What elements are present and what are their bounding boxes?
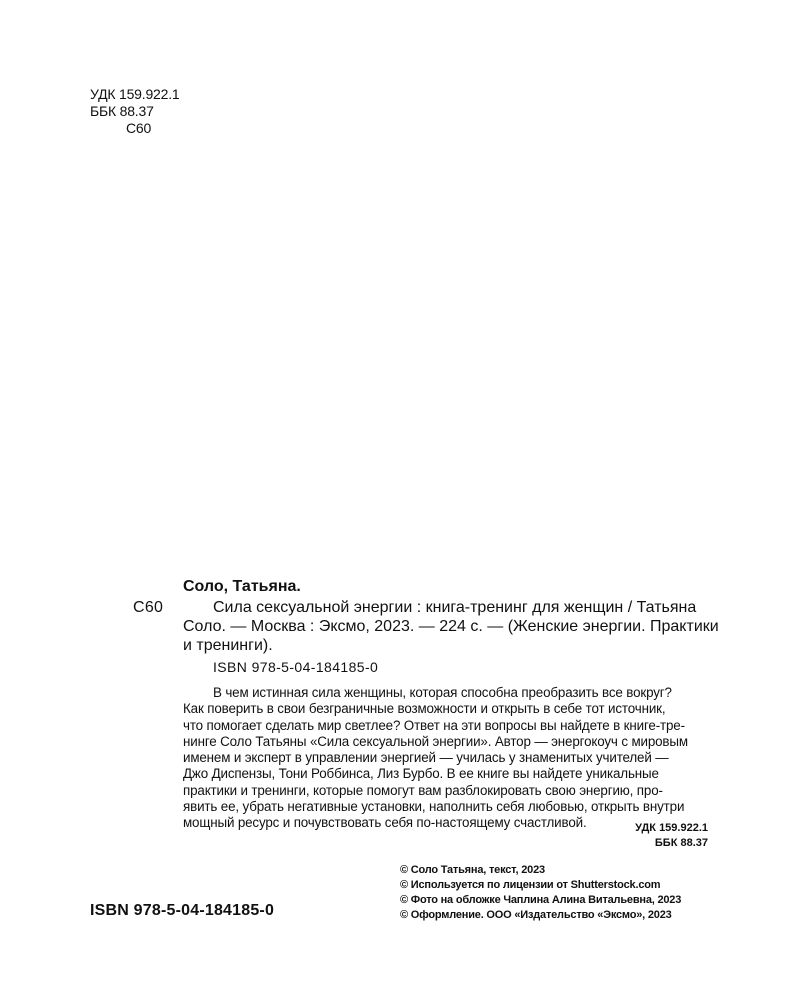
udk-code: УДК 159.922.1: [90, 86, 180, 102]
abstract-line: В чем истинная сила женщины, которая способна преобразить все вокруг?: [213, 685, 672, 700]
copyright-line: © Используется по лицензии от Shutterstock.com: [400, 879, 661, 891]
abstract-line: Джо Диспензы, Тони Роббинса, Лиз Бурбо. В ее книге вы найдете уникальные: [183, 766, 659, 782]
abstract-line: практики и тренинги, которые помогут вам разблокировать свою энергию, про-: [183, 782, 663, 798]
udk-code-bottom: УДК 159.922.1: [635, 822, 708, 834]
copyright-block: [400, 863, 681, 923]
record-description: [183, 598, 719, 655]
record-author-sign: С60: [133, 599, 164, 616]
bbk-code: ББК 88.37: [90, 103, 154, 119]
record-isbn: ISBN 978-5-04-184185-0: [213, 659, 379, 675]
copyright-line: © Оформление. ООО «Издательство «Эксмо», 2023: [400, 909, 672, 921]
isbn-main: ISBN 978-5-04-184185-0: [90, 902, 275, 919]
classification-block-top: [90, 86, 179, 137]
author-sign: С60: [126, 120, 152, 136]
description-line: и тренинги).: [183, 637, 273, 654]
bbk-code-bottom: ББК 88.37: [654, 837, 708, 849]
abstract-line: Как поверить в свои безграничные возможности и открыть в себе тот источник,: [183, 701, 666, 717]
abstract-line: явить ее, убрать негативные установки, наполнить себя любовью, открыть внутри: [183, 799, 685, 815]
description-line: Сила сексуальной энергии : книга-тренинг для женщин / Татьяна: [213, 599, 697, 616]
abstract-line: что помогает сделать мир светлее? Ответ на эти вопросы вы найдете в книге-тре-: [183, 717, 685, 733]
copyright-line: © Соло Татьяна, текст, 2023: [400, 864, 545, 876]
abstract-line: именем и эксперт в управлении энергией — училась у знаменитых учителей —: [183, 750, 669, 766]
abstract-line: нинге Соло Татьяны «Сила сексуальной энергии». Автор — энергокоуч с мировым: [183, 733, 688, 749]
description-line: Соло. — Москва : Эксмо, 2023. — 224 с. — (Женские энергии. Практики: [183, 618, 719, 635]
abstract-line: мощный ресурс и почувствовать себя по-настоящему счастливой.: [183, 815, 587, 831]
copyright-line: © Фото на обложке Чаплина Алина Витальевна, 2023: [400, 894, 682, 906]
classification-block-bottom: [635, 821, 708, 851]
record-abstract: [183, 685, 688, 832]
record-author: Соло, Татьяна.: [183, 578, 301, 595]
